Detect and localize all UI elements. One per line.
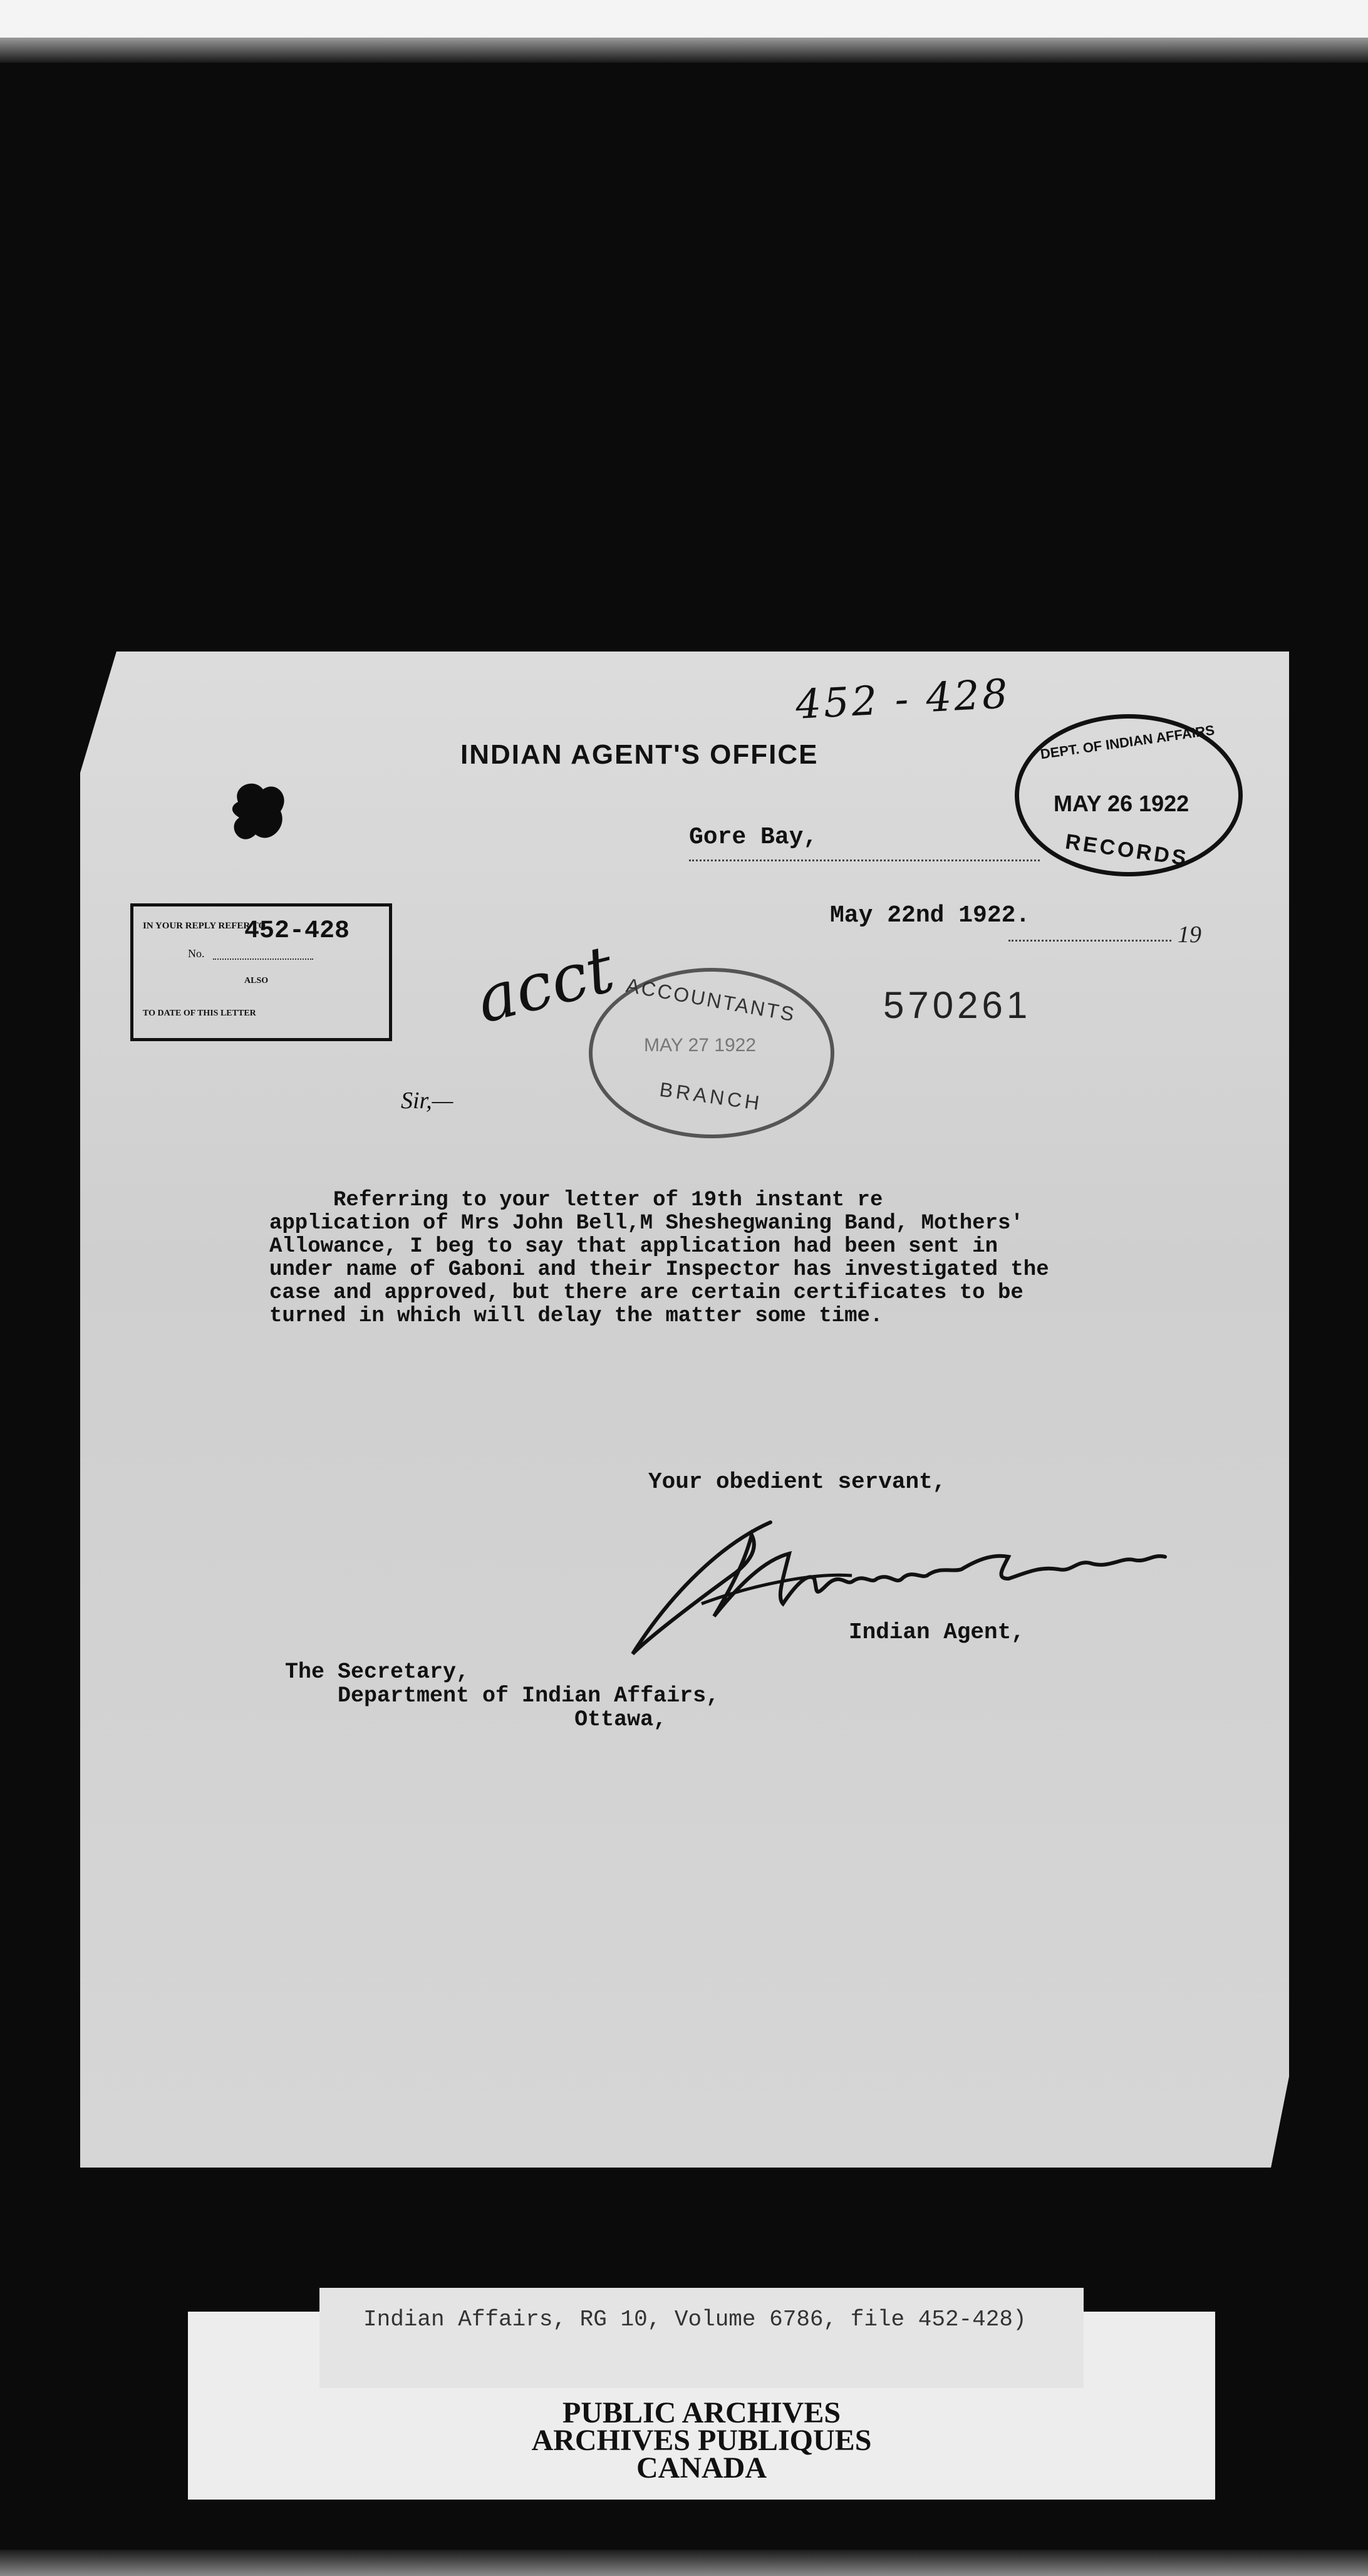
archive-name: [464, 2396, 940, 2485]
addressee-line: Ottawa,: [285, 1707, 667, 1732]
letter-sheet: [80, 652, 1289, 2168]
reference-box-line1: IN YOUR REPLY REFER TO: [143, 921, 266, 931]
archive-name-line3: CANADA: [636, 2451, 767, 2485]
accountants-stamp-top: ACCOUNTANTS: [624, 974, 798, 1026]
reference-box-no: No.: [188, 947, 205, 960]
file-number: 452 - 428: [794, 671, 1012, 729]
accountants-stamp-date: MAY 27 1922: [644, 1035, 757, 1056]
addressee-line: The Secretary,: [285, 1659, 470, 1685]
reference-box-also: ALSO: [244, 976, 269, 985]
reference-box-value: 452-428: [244, 917, 350, 945]
closing: Your obedient servant,: [648, 1469, 946, 1495]
body-line: application of Mrs John Bell,M Sheshegwaning Band, Mothers': [269, 1212, 1023, 1235]
office-heading: INDIAN AGENT'S OFFICE: [460, 739, 819, 770]
addressee: [285, 1660, 719, 1732]
records-stamp-bottom: RECORDS: [1064, 829, 1190, 871]
date-dotted-line: [1008, 940, 1171, 942]
letter-body: [269, 1189, 1246, 1328]
body-line: Allowance, I beg to say that application had been sent in: [269, 1235, 998, 1259]
records-stamp-date: MAY 26 1922: [1054, 791, 1189, 816]
salutation: Sir,—: [401, 1088, 453, 1114]
body-line: Referring to your letter of 19th instant re: [269, 1188, 883, 1212]
archive-label-top: [319, 2288, 1084, 2388]
letter-date: May 22nd 1922.: [830, 902, 1030, 929]
archive-name-line2: ARCHIVES PUBLIQUES: [531, 2424, 872, 2457]
signature: [626, 1510, 1215, 1670]
handwritten-note: acct: [469, 930, 621, 1038]
accountants-stamp-bottom: BRANCH: [658, 1078, 764, 1115]
ink-blot: [225, 777, 294, 855]
archive-reference: Indian Affairs, RG 10, Volume 6786, file 452-428): [363, 2307, 1027, 2332]
film-top-edge: [0, 38, 1368, 63]
body-line: case and approved, but there are certain certificates to be: [269, 1281, 1023, 1305]
reference-box-line4: TO DATE OF THIS LETTER: [143, 1009, 256, 1018]
reference-box-no-line: [213, 958, 313, 960]
records-stamp-top: DEPT. OF INDIAN AFFAIRS: [1039, 722, 1216, 762]
archive-name-line1: PUBLIC ARCHIVES: [562, 2396, 841, 2429]
date-year-prefix: 19: [1178, 922, 1201, 948]
signer-title: Indian Agent,: [849, 1619, 1025, 1645]
place-dotted-line: [689, 860, 1040, 861]
place: Gore Bay,: [689, 824, 818, 851]
addressee-line: Department of Indian Affairs,: [285, 1683, 720, 1708]
film-bottom-border: [0, 2550, 1368, 2576]
body-line: turned in which will delay the matter some time.: [269, 1304, 883, 1328]
numbered-stamp: 570261: [883, 984, 1032, 1026]
body-line: under name of Gaboni and their Inspector has investigated the: [269, 1258, 1049, 1282]
